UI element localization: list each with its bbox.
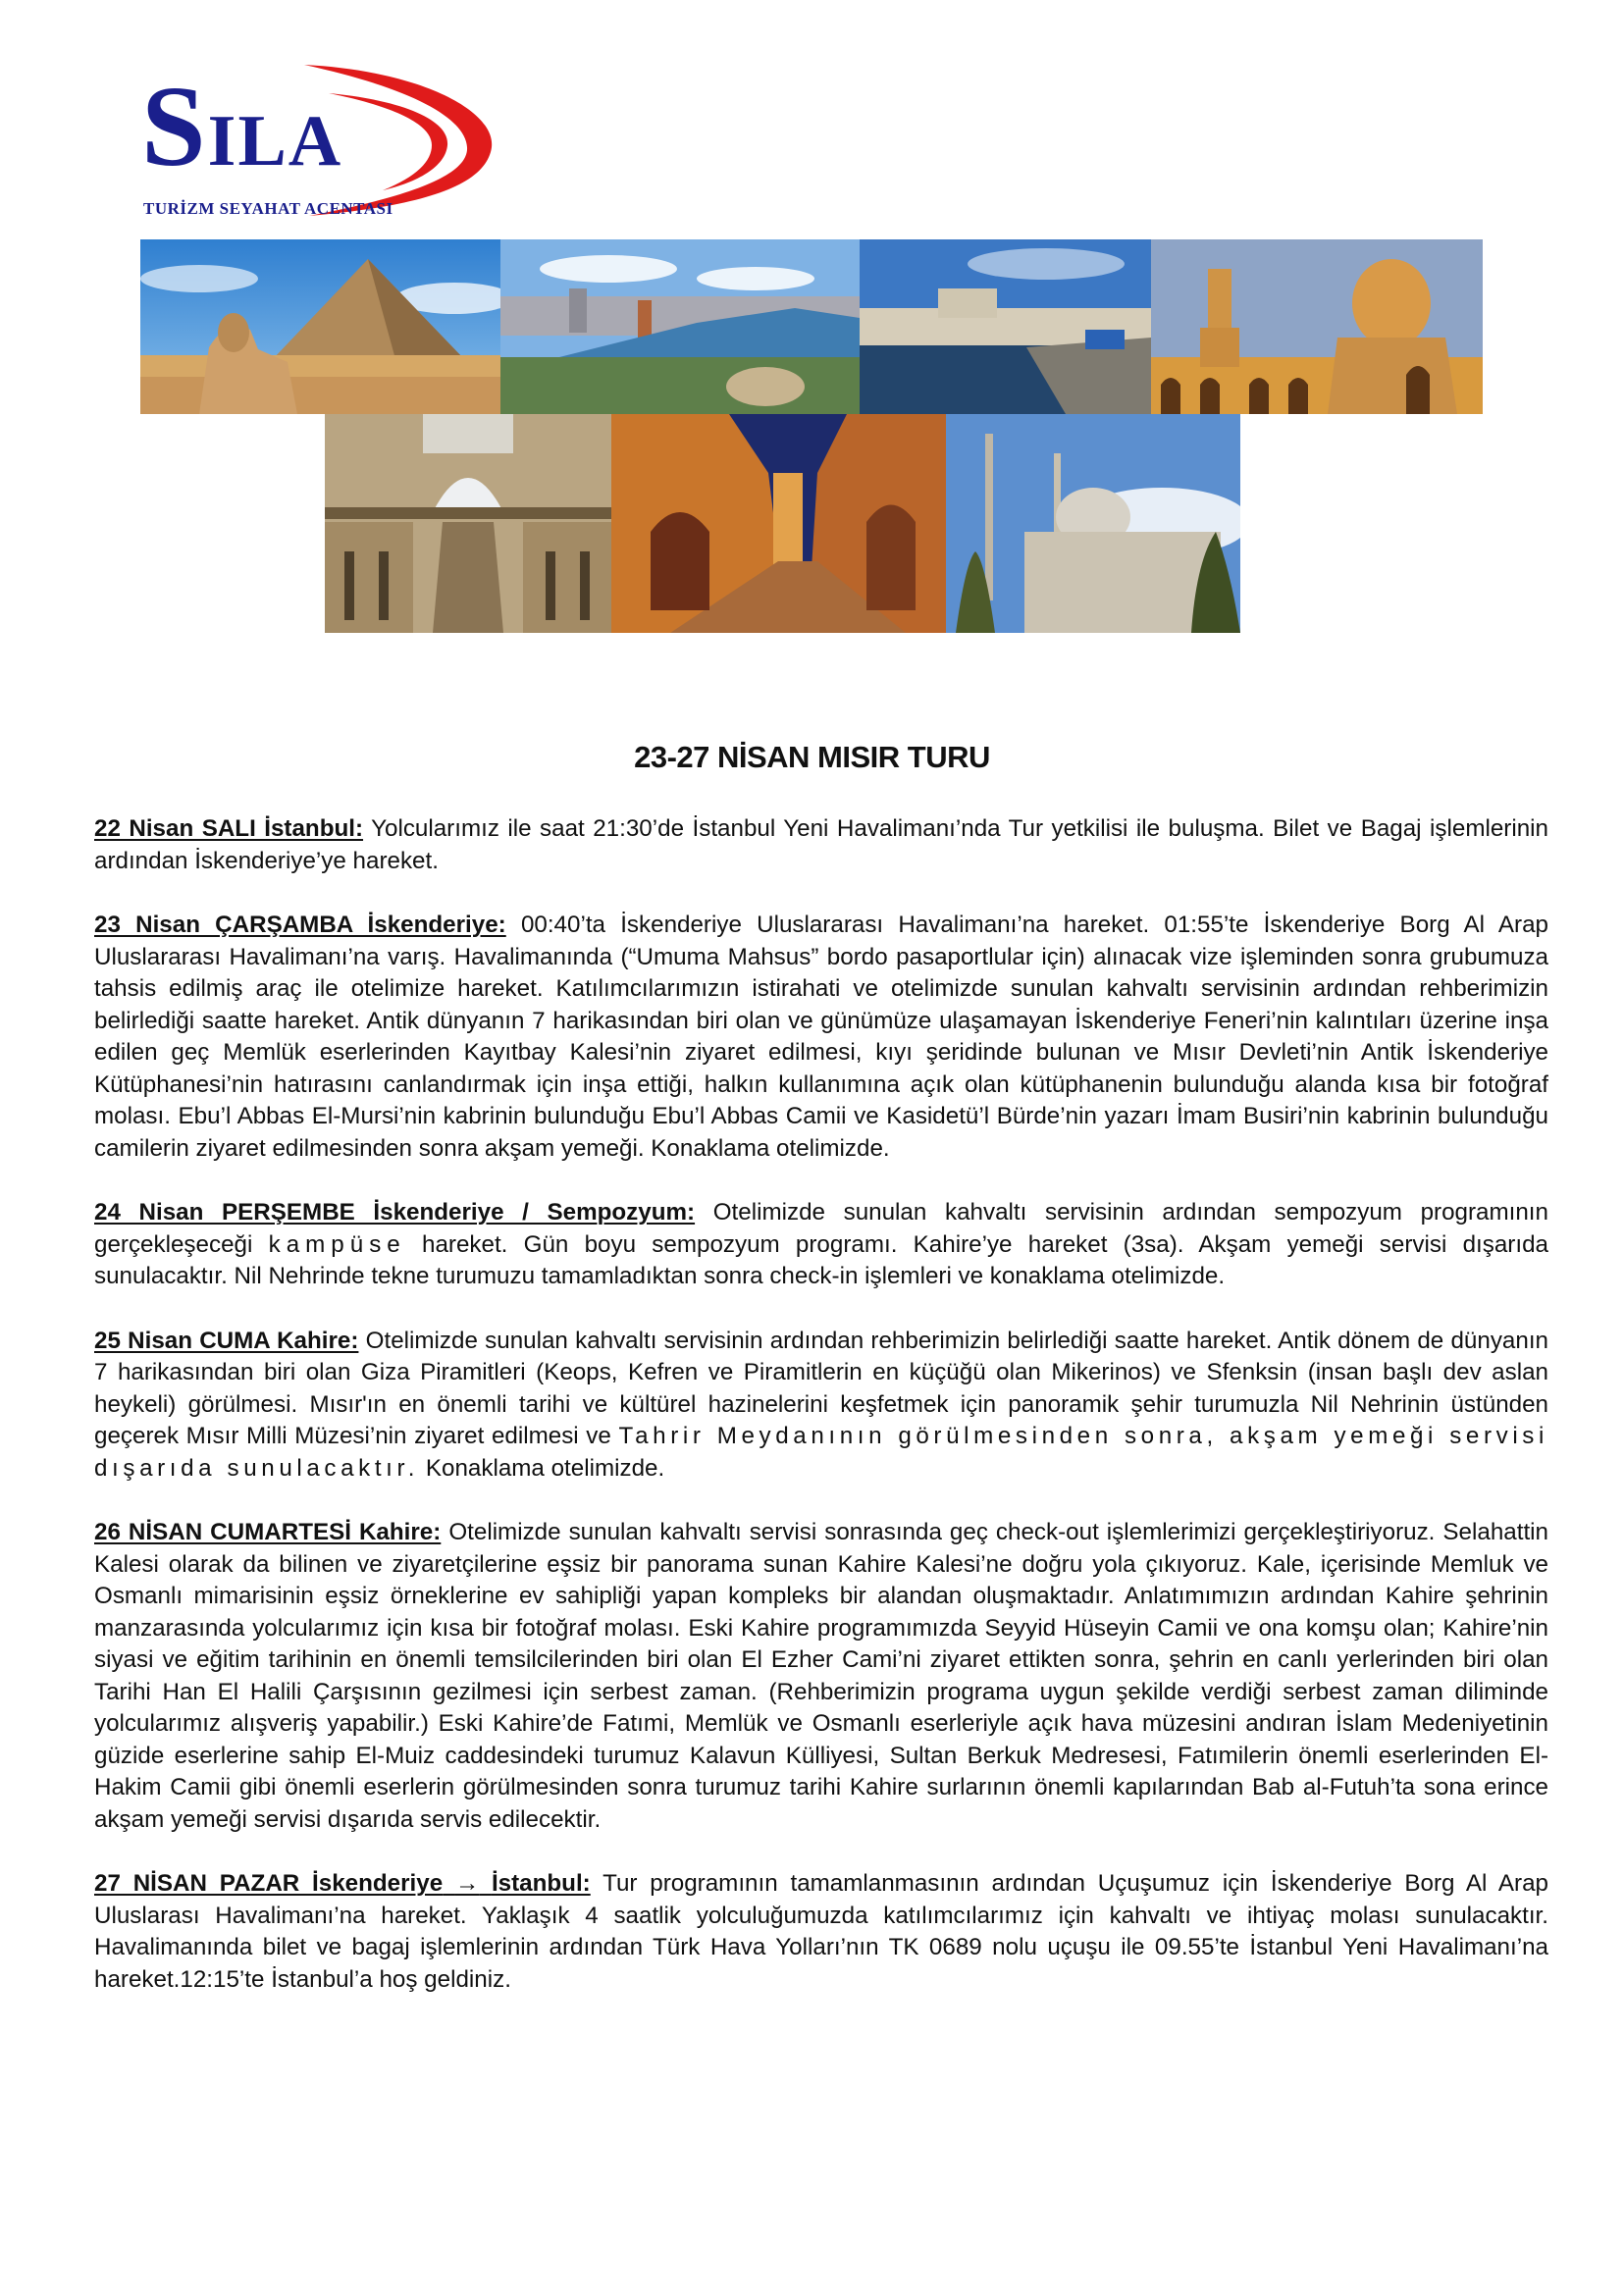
day-heading: 25 Nisan CUMA Kahire: — [94, 1327, 359, 1354]
day-description: Otelimizde sunulan kahvaltı servisinin ardından rehberimizin belirlediği saatte hareket. Antik dönem de dünyanın 7 harikasından biri olan Giza Piramitleri (Keops, Kefren ve Piramitlerin en küçüğü olan Mikerinos) ve Sfenksin (insan başlı dev aslan heykeli) görülmesi. Mısır'ın en önemli tarihi ve kültürel hazinelerini keşfetmek için panoramik şehir turumuzla Nil Nehrinin üstünden geçerek Mısır Milli Müzesi’nin ziyaret edilmesi ve — [94, 1327, 1548, 1449]
day-entry-23 — [94, 910, 1548, 1165]
photo-giza-pyramid-sphinx — [140, 239, 500, 414]
day-description: Yolcularımız ile saat 21:30’de İstanbul Yeni Havalimanı’nda Tur yetkilisi ile buluşma. Bilet ve Bagaj işlemlerinin ardından İskenderiye’ye hareket. — [94, 815, 1548, 874]
sila-logo — [137, 59, 510, 226]
day-heading — [94, 1870, 591, 1897]
day-description: Otelimizde sunulan kahvaltı servisinin ardından sempozyum programının gerçekleşeceği — [94, 1199, 1548, 1258]
day-entry-24 — [94, 1197, 1548, 1293]
day-heading-origin: 27 NİSAN PAZAR İskenderiye — [94, 1870, 444, 1897]
day-heading: 22 Nisan SALI İstanbul: — [94, 815, 364, 842]
day-description: Tur programının tamamlanmasının ardından Uçuşumuz için İskenderiye Borg Al Arap Uluslarası Havalimanı’na hareket. Yaklaşık 4 saatlik yolculuğumuzda katılımcılarımız için kahvaltı ve ihtiyaç molası sunulacaktır. Havalimanında bilet ve bagaj işlemlerinin ardından Türk Hava Yolları’nın TK 0689 nolu uçuşu ile 09.55’te İstanbul Yeni Havalimanı’na hareket.12:15’te İstanbul’a hoş geldiniz. — [94, 1870, 1548, 1993]
day-description-cont: hareket. Gün boyu sempozyum programı. Kahire’ye hareket (3sa). Akşam yemeği servisi dışarıda sunulacaktır. Nil Nehrinde tekne turumuzu tamamladıktan sonra check-in işlemleri ve konaklama otelimizde. — [94, 1230, 1548, 1289]
day-entry-26 — [94, 1517, 1548, 1836]
day-heading-destination: İstanbul: — [491, 1870, 591, 1897]
day-description: 00:40’ta İskenderiye Uluslararası Havalimanı’na hareket. 01:55’te İskenderiye Borg Al Arap Uluslararası Havalimanı’na varış. Havalimanında (“Umuma Mahsus” bordo pasaportlular için) alınacak vize işleminden sonra grubumuza tahsis edilmiş araç ile otelimize hareket. Katılımcılarımızın istirahati ve otelimizde sunulan kahvaltı servisinin ardından rehberimizin belirlediği saatte hareket. Antik dünyanın 7 harikasından biri olan ve günümüze ulaşamayan İskenderiye Feneri’nin kalıntıları üzerine inşa edilen geç Memlük eserlerinden Kayıtbay Kalesi’nin ziyaret edilmesi, kıyı şeridinde bulunan ve Mısır Devleti’nin Antik İskenderiye Kütüphanesi’nin hatırasını canlandırmak için inşa ettiği, halkın kullanımına açık olan kütüphanenin bulunduğu alanda kısa bir fotoğraf molası. Ebu’l Abbas El-Mursi’nin kabrinin bulunduğu Ebu’l Abbas Camii ve Kasidetü’l Bürde’nin yazarı İmam Busiri’nin kabrinin bulunduğu camilerin ziyaret edilmesinden sonra akşam yemeği. Konaklama otelimizde. — [94, 912, 1548, 1162]
logo-tagline: TURİZM SEYAHAT ACENTASI — [143, 199, 393, 218]
page-title: 23-27 NİSAN MISIR TURU — [634, 740, 990, 774]
logo-word-rest: ILA — [207, 101, 343, 182]
day-entry-22 — [94, 813, 1548, 877]
day-entry-27 — [94, 1868, 1548, 1996]
day-description-spaced: kampüse — [268, 1230, 406, 1258]
day-description-cont: Konaklama otelimizde. — [425, 1454, 665, 1482]
itinerary — [94, 813, 1548, 2028]
photo-ibn-tulun-mosque — [1151, 239, 1483, 414]
photo-qaitbay-citadel — [860, 239, 1151, 414]
day-description-spaced: Tahrir Meydanının görülmesinden sonra, akşam yemeği servisi dışarıda sunulacaktır. — [94, 1423, 1548, 1482]
day-description: Otelimizde sunulan kahvaltı servisi sonrasında geç check-out işlemlerimizi gerçekleştiriyoruz. Selahattin Kalesi olarak da bilinen ve ziyaretçilerine eşsiz bir panorama sunan Kahire Kalesi’ne doğru yola çıkıyoruz. Kale, içerisinde Memluk ve Osmanlı mimarisinin eşsiz örneklerine ev sahipliği yapan kompleks bir alandan oluşmaktadır. Anlatımımızın ardından Kahire şehrinin manzarasında yolcularımız için kısa bir fotoğraf molası. Eski Kahire programımızda Seyyid Hüseyin Camii ve ona komşu olan; Kahire’nin siyasi ve eğitim tarihinin en önemli temsilcilerinden biri olan El Ezher Cami’ni ziyaret ettikten sonra, şehrin en canlı yerlerinden biri olan Tarihi Han El Halili Çarşısının gezilmesi için serbest zaman. (Rehberimizin programa uygun şekilde verdiği serbest zaman diliminde yolcularımız alışveriş yapabilir.) Eski Kahire’de Fatımi, Memlük ve Osmanlı eserleriyle açık hava müzesini andıran İslam Medeniyetinin güzide eserlerine sahip El-Muiz caddesindeki turumuz Kalavun Külliyesi, Sultan Berkuk Medresesi, Fatımilerin önemli eserlerinden El-Hakim Camii gibi önemli eserlerin görülmesinden sonra turumuz tarihi Kahire surlarının önemli kapılarından Bab al-Futuh’ta sona erince akşam yemeği servisi dışarıda servis edilecektir. — [94, 1519, 1548, 1833]
logo-initial: S — [141, 62, 208, 190]
day-heading: 24 Nisan PERŞEMBE İskenderiye / Sempozyum: — [94, 1199, 696, 1226]
photo-cairo-nile-panorama — [500, 239, 860, 414]
day-heading: 26 NİSAN CUMARTESİ Kahire: — [94, 1519, 442, 1545]
day-entry-25 — [94, 1326, 1548, 1486]
photo-el-muizz-street — [611, 414, 946, 633]
photo-egyptian-museum — [325, 414, 611, 633]
photo-muhammad-ali-mosque — [946, 414, 1240, 633]
arrow-right-icon: → — [454, 1870, 480, 1897]
day-heading: 23 Nisan ÇARŞAMBA İskenderiye: — [94, 912, 506, 938]
logo-wordmark — [141, 62, 343, 190]
